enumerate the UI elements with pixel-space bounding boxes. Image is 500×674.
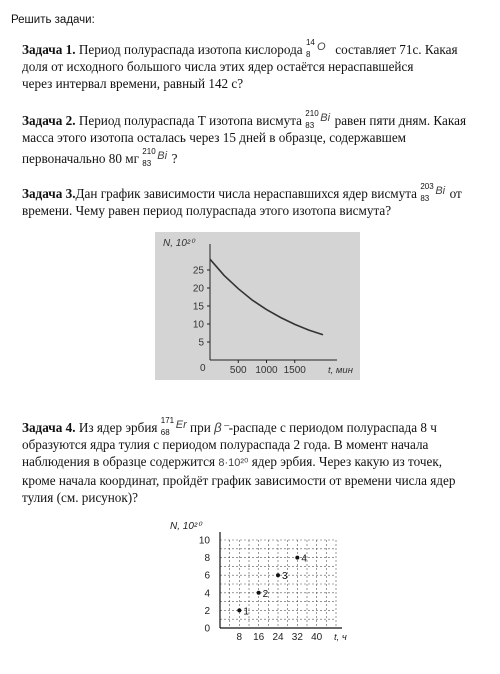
task-1-text-1: Период полураспада изотопа кислорода <box>78 42 303 57</box>
x-tick-label: 24 <box>272 632 284 643</box>
data-point <box>257 591 261 595</box>
x-tick-label: 8 <box>236 632 243 643</box>
y-tick-label: 6 <box>204 570 210 582</box>
y-tick-label: 10 <box>192 319 204 331</box>
task-1 <box>22 40 492 92</box>
x-tick-label: 1000 <box>255 365 278 376</box>
erbium-amount: 8·10²⁰ <box>218 457 249 469</box>
y-tick-label: 20 <box>192 283 204 295</box>
y-tick-label: 0 <box>204 623 210 635</box>
task-1-number: Задача 1. <box>22 42 76 57</box>
point-label: 1 <box>243 606 249 618</box>
task-2-line-3: первоначально 80 мг <box>22 151 139 166</box>
page-header: Решить задачи: <box>11 14 95 26</box>
y-tick-label: 4 <box>204 588 210 600</box>
x-tick-label: 16 <box>253 632 265 643</box>
beta-minus-symbol: β⁻ <box>214 420 229 435</box>
task-3-line-2: времени. Чему равен период полураспада этого изотопа висмута? <box>22 203 392 218</box>
y-axis-label: N, 10²⁰ <box>163 238 195 249</box>
x-axis-label: t, ч <box>334 632 347 643</box>
task-3-number: Задача 3. <box>22 186 76 201</box>
task-1-line-3: через интервал времени, равный 142 с? <box>22 76 244 91</box>
y-tick-label: 25 <box>192 265 204 277</box>
task-4-line-3a: наблюдения в образце содержится <box>22 454 216 469</box>
thulium-chart <box>168 518 348 648</box>
x-tick-label: 32 <box>291 632 303 643</box>
task-3 <box>22 184 492 219</box>
chart-background <box>155 232 360 380</box>
x-tick-label: 1500 <box>283 365 306 376</box>
task-4-text-3: -распаде с периодом полураспада 8 ч <box>228 420 437 435</box>
task-4-number: Задача 4. <box>22 420 76 435</box>
decay-chart <box>155 232 360 380</box>
task-1-line-2: доля от исходного большого числа этих ядер остаётся нераспавшейся <box>22 59 414 74</box>
point-label: 4 <box>301 553 307 565</box>
task-4-text-1: Из ядер эрбия <box>78 420 158 435</box>
point-label: 2 <box>262 588 269 600</box>
task-2-text-2: равен пяти дням. Какая <box>334 113 467 128</box>
task-2 <box>22 111 492 167</box>
task-4-line-2: образуются ядра тулия с периодом полураспада 2 года. В момент начала <box>22 437 429 452</box>
data-point <box>276 573 280 577</box>
task-2-line-2: масса этого изотопа осталась через 15 дней в образце, содержавшем <box>22 130 407 145</box>
data-point <box>237 608 241 612</box>
y-tick-label: 10 <box>198 535 210 547</box>
task-4-line-4: кроме начала координат, пройдёт график зависимости от времени числа ядер <box>22 473 456 488</box>
task-4-text-2: при <box>190 420 211 435</box>
y-tick-label: 5 <box>198 337 204 349</box>
task-2-question-mark: ? <box>171 151 178 166</box>
erbium-isotope: 171 68 Er <box>160 416 187 437</box>
task-2-text-1: Период полураспада Т изотопа висмута <box>78 113 302 128</box>
origin-label: 0 <box>200 363 206 374</box>
x-tick-label: 500 <box>229 365 247 376</box>
y-tick-label: 2 <box>204 605 210 617</box>
task-4 <box>22 418 492 506</box>
bismuth-203-isotope: 203 83 Bi <box>420 182 446 203</box>
task-1-text-2: составляет 71с. Какая <box>335 42 458 57</box>
oxygen-isotope: 14 8 O <box>305 38 326 59</box>
task-3-text-2: от <box>449 186 462 201</box>
x-tick-label: 40 <box>311 632 323 643</box>
data-point <box>295 556 299 560</box>
y-tick-label: 15 <box>192 301 204 313</box>
task-4-line-3b: ядер эрбия. Через какую из точек, <box>251 454 443 469</box>
task-3-text-1: Дан график зависимости числа нераспавшихся ядер висмута <box>75 186 418 201</box>
bismuth-210-isotope: 210 83 Bi <box>305 109 331 130</box>
y-axis-label: N, 10²⁰ <box>170 521 202 532</box>
task-4-line-5: тулия (см. рисунок)? <box>22 490 139 505</box>
y-tick-label: 8 <box>204 553 210 565</box>
bismuth-210-isotope-2: 210 83 Bi <box>142 147 168 168</box>
x-axis-label: t, мин <box>328 365 353 376</box>
task-2-number: Задача 2. <box>22 113 76 128</box>
point-label: 3 <box>282 571 288 583</box>
